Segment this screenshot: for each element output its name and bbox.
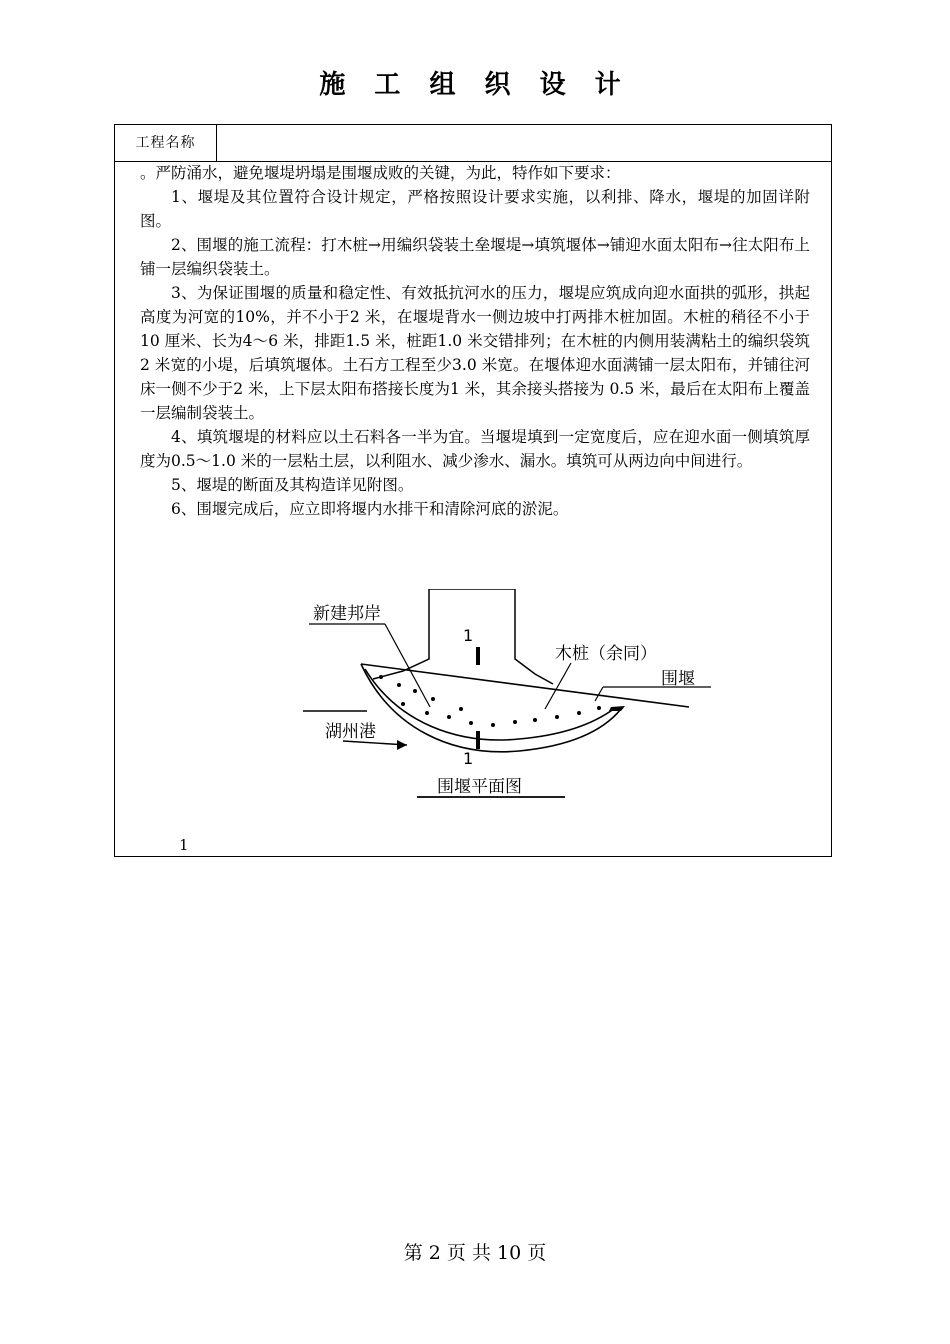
label-new-bank: 新建邦岸 (313, 604, 381, 624)
pile-leader-line (545, 663, 571, 709)
label-cofferdam: 围堰 (661, 669, 695, 689)
wooden-piles (379, 675, 601, 727)
diagram-caption: 围堰平面图 (437, 777, 522, 797)
paragraph-intro: 。严防涌水，避免堰堤坍塌是围堰成败的关键，为此，特作如下要求： (140, 164, 621, 182)
paragraph-5: 5、堰堤的断面及其构造详见附图。 (171, 476, 414, 494)
cofferdam-leader-line (595, 687, 603, 701)
document-table (114, 124, 832, 857)
paragraph-1: 1、堰堤及其位置符合设计规定，严格按照设计要求实施，以利排、降水，堰堤的加固详附图。 (140, 188, 810, 230)
paragraph-6: 6、围堰完成后，应立即将堰内水排干和清除河底的淤泥。 (171, 500, 569, 518)
label-wooden-pile: 木桩（余同） (555, 644, 657, 664)
project-name-value (217, 125, 829, 161)
bank-structure-right (515, 589, 553, 684)
paragraph-2: 2、围堰的施工流程：打木桩→用编织袋装土垒堰堤→填筑堰体→铺迎水面太阳布→往太阳布上铺一层编织袋装土。 (140, 236, 810, 278)
cofferdam-plan-diagram (303, 589, 723, 819)
cofferdam-end-marker (609, 706, 625, 711)
content-body (140, 161, 810, 521)
bank-leader-line (385, 624, 430, 707)
label-section-top: 1 (463, 626, 474, 645)
shoreline (361, 664, 689, 707)
page-footer: 第 2 页 共 10 页 (403, 1242, 547, 1264)
footnote-number: 1 (179, 836, 189, 854)
section-mark-bottom (476, 731, 480, 749)
paragraph-4: 4、填筑堰堤的材料应以土石料各一半为宜。当堰堤填到一定宽度后，应在迎水面一侧填筑厚度为0.5～1.0 米的一层粘土层，以利阻水、减少渗水、漏水。填筑可从两边向中间进行。 (140, 428, 810, 470)
label-huzhou-harbor: 湖州港 (325, 722, 376, 742)
section-mark-top (476, 647, 480, 665)
paragraph-3: 3、为保证围堰的质量和稳定性、有效抵抗河水的压力，堰堤应筑成向迎水面拱的弧形，拱起高度为河宽的10%，并不小于2 米，在堰堤背水一侧边坡中打两排木桩加固。木桩的稍径不小于 10 厘米、长为4～6 米，排距1.5 米，桩距1.0 米交错排列；在木桩的内侧用装满粘土的编织袋筑2 米宽的小堤，后填筑堰体。土石方工程至少3.0 米宽。在堰体迎水面满铺一层太阳布，并铺往河床一侧不少于2 米，上下层太阳布搭接长度为1 米，其余接头搭接为 0.5 米，最后在太阳布上覆盖一层编制袋装土。 (140, 284, 810, 422)
page-title: 施 工 组 织 设 计 (319, 70, 631, 100)
table-header-row (115, 125, 831, 162)
project-name-label: 工程名称 (115, 125, 217, 161)
label-section-bottom: 1 (463, 749, 474, 768)
bank-structure-left (373, 589, 429, 679)
arrow-right-icon (397, 740, 407, 750)
